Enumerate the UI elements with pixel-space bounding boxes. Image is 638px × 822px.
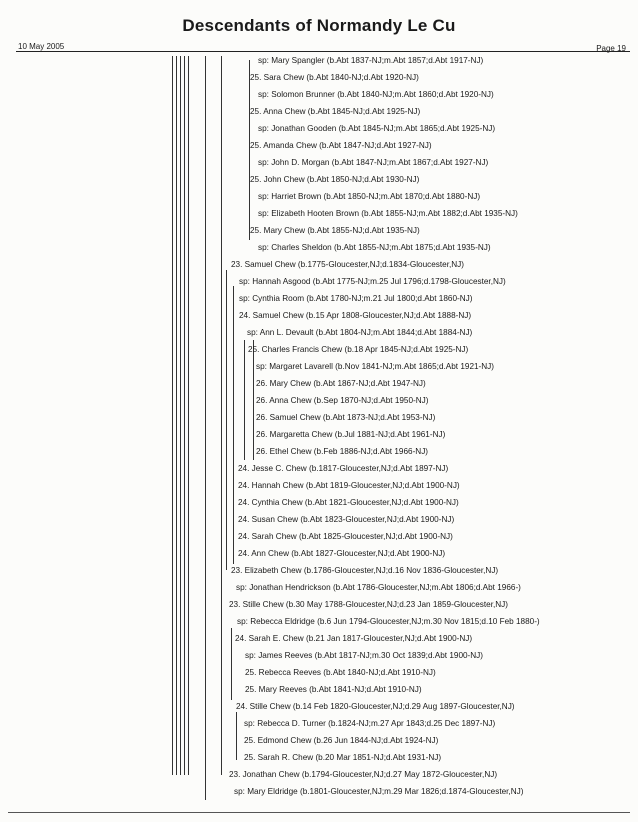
entry-line: 24. Ann Chew (b.Abt 1827-Gloucester,NJ;d.Abt 1900-NJ) xyxy=(238,549,446,558)
tree-connector-line xyxy=(253,340,254,460)
page-title: Descendants of Normandy Le Cu xyxy=(182,16,456,35)
entry-line: sp: Jonathan Gooden (b.Abt 1845-NJ;m.Abt 1865;d.Abt 1925-NJ) xyxy=(258,124,496,133)
tree-connector-line xyxy=(236,712,237,760)
entry-line: sp: Charles Sheldon (b.Abt 1855-NJ;m.Abt 1875;d.Abt 1935-NJ) xyxy=(258,243,491,252)
entry-line: sp: Hannah Asgood (b.Abt 1775-NJ;m.25 Jul 1796;d.1798-Gloucester,NJ) xyxy=(239,277,506,286)
entry-line: 25. Charles Francis Chew (b.18 Apr 1845-NJ;d.Abt 1925-NJ) xyxy=(248,345,469,354)
entry-line: 25. John Chew (b.Abt 1850-NJ;d.Abt 1930-NJ) xyxy=(250,175,420,184)
tree-connector-line xyxy=(172,56,173,775)
tree-connector-line xyxy=(231,628,232,700)
tree-connector-line xyxy=(184,56,185,775)
entry-line: 26. Mary Chew (b.Abt 1867-NJ;d.Abt 1947-NJ) xyxy=(256,379,426,388)
entry-line: sp: James Reeves (b.Abt 1817-NJ;m.30 Oct 1839;d.Abt 1900-NJ) xyxy=(245,651,484,660)
entry-line: 25. Anna Chew (b.Abt 1845-NJ;d.Abt 1925-NJ) xyxy=(250,107,421,116)
entry-line: 23. Samuel Chew (b.1775-Gloucester,NJ;d.1834-Gloucester,NJ) xyxy=(231,260,465,269)
print-date: 10 May 2005 xyxy=(18,42,65,51)
entry-line: sp: Rebecca Eldridge (b.6 Jun 1794-Gloucester,NJ;m.30 Nov 1815;d.10 Feb 1880-) xyxy=(237,617,540,626)
bottom-rule xyxy=(8,812,630,813)
entry-line: 23. Elizabeth Chew (b.1786-Gloucester,NJ;d.16 Nov 1836-Gloucester,NJ) xyxy=(231,566,499,575)
entry-line: 24. Cynthia Chew (b.Abt 1821-Gloucester,NJ;d.Abt 1900-NJ) xyxy=(238,498,459,507)
entry-line: sp: Cynthia Room (b.Abt 1780-NJ;m.21 Jul 1800;d.Abt 1860-NJ) xyxy=(239,294,473,303)
entry-line: 24. Samuel Chew (b.15 Apr 1808-Gloucester,NJ;d.Abt 1888-NJ) xyxy=(239,311,472,320)
entry-line: 23. Jonathan Chew (b.1794-Gloucester,NJ;d.27 May 1872-Gloucester,NJ) xyxy=(229,770,498,779)
entry-line: sp: Mary Spangler (b.Abt 1837-NJ;m.Abt 1857;d.Abt 1917-NJ) xyxy=(258,56,484,65)
entry-line: 25. Sara Chew (b.Abt 1840-NJ;d.Abt 1920-NJ) xyxy=(250,73,419,82)
entry-line: sp: Rebecca D. Turner (b.1824-NJ;m.27 Apr 1843;d.25 Dec 1897-NJ) xyxy=(244,719,496,728)
entry-line: 24. Sarah Chew (b.Abt 1825-Gloucester,NJ;d.Abt 1900-NJ) xyxy=(238,532,453,541)
entry-line: sp: Margaret Lavarell (b.Nov 1841-NJ;m.Abt 1865;d.Abt 1921-NJ) xyxy=(256,362,495,371)
entry-line: sp: Ann L. Devault (b.Abt 1804-NJ;m.Abt 1844;d.Abt 1884-NJ) xyxy=(247,328,473,337)
tree-connector-line xyxy=(188,56,189,775)
entry-line: 25. Mary Chew (b.Abt 1855-NJ;d.Abt 1935-NJ) xyxy=(250,226,420,235)
page-number: Page 19 xyxy=(596,44,626,53)
entry-line: sp: Harriet Brown (b.Abt 1850-NJ;m.Abt 1870;d.Abt 1880-NJ) xyxy=(258,192,481,201)
entry-line: sp: John D. Morgan (b.Abt 1847-NJ;m.Abt 1867;d.Abt 1927-NJ) xyxy=(258,158,489,167)
tree-connector-line xyxy=(205,56,206,800)
entry-line: 23. Stille Chew (b.30 May 1788-Gloucester,NJ;d.23 Jan 1859-Gloucester,NJ) xyxy=(229,600,508,609)
tree-connector-line xyxy=(226,270,227,570)
header-rule xyxy=(16,51,630,52)
entry-line: 26. Samuel Chew (b.Abt 1873-NJ;d.Abt 1953-NJ) xyxy=(256,413,436,422)
entry-line: 26. Ethel Chew (b.Feb 1886-NJ;d.Abt 1966-NJ) xyxy=(256,447,429,456)
tree-connector-line xyxy=(221,56,222,775)
entry-line: sp: Jonathan Hendrickson (b.Abt 1786-Gloucester,NJ;m.Abt 1806;d.Abt 1966-) xyxy=(236,583,521,592)
tree-connector-line xyxy=(244,340,245,460)
entry-line: 24. Stille Chew (b.14 Feb 1820-Gloucester,NJ;d.29 Aug 1897-Gloucester,NJ) xyxy=(236,702,515,711)
entry-line: sp: Mary Eldridge (b.1801-Gloucester,NJ;m.29 Mar 1826;d.1874-Gloucester,NJ) xyxy=(234,787,524,796)
entry-line: 26. Anna Chew (b.Sep 1870-NJ;d.Abt 1950-NJ) xyxy=(256,396,429,405)
tree-connector-line xyxy=(176,56,177,775)
entry-line: 24. Sarah E. Chew (b.21 Jan 1817-Gloucester,NJ;d.Abt 1900-NJ) xyxy=(235,634,473,643)
entry-line: 25. Edmond Chew (b.26 Jun 1844-NJ;d.Abt 1924-NJ) xyxy=(244,736,439,745)
entry-line: 24. Hannah Chew (b.Abt 1819-Gloucester,NJ;d.Abt 1900-NJ) xyxy=(238,481,460,490)
tree-connector-line xyxy=(180,56,181,775)
entry-line: 25. Amanda Chew (b.Abt 1847-NJ;d.Abt 1927-NJ) xyxy=(250,141,432,150)
entry-line: 25. Sarah R. Chew (b.20 Mar 1851-NJ;d.Abt 1931-NJ) xyxy=(244,753,442,762)
entry-line: 25. Mary Reeves (b.Abt 1841-NJ;d.Abt 1910-NJ) xyxy=(245,685,422,694)
entry-line: 25. Rebecca Reeves (b.Abt 1840-NJ;d.Abt 1910-NJ) xyxy=(245,668,436,677)
entry-line: 24. Susan Chew (b.Abt 1823-Gloucester,NJ;d.Abt 1900-NJ) xyxy=(238,515,455,524)
entry-line: sp: Solomon Brunner (b.Abt 1840-NJ;m.Abt 1860;d.Abt 1920-NJ) xyxy=(258,90,494,99)
tree-connector-line xyxy=(233,286,234,564)
entry-line: sp: Elizabeth Hooten Brown (b.Abt 1855-NJ;m.Abt 1882;d.Abt 1935-NJ) xyxy=(258,209,518,218)
entry-line: 26. Margaretta Chew (b.Jul 1881-NJ;d.Abt 1961-NJ) xyxy=(256,430,446,439)
entry-line: 24. Jesse C. Chew (b.1817-Gloucester,NJ;d.Abt 1897-NJ) xyxy=(238,464,449,473)
